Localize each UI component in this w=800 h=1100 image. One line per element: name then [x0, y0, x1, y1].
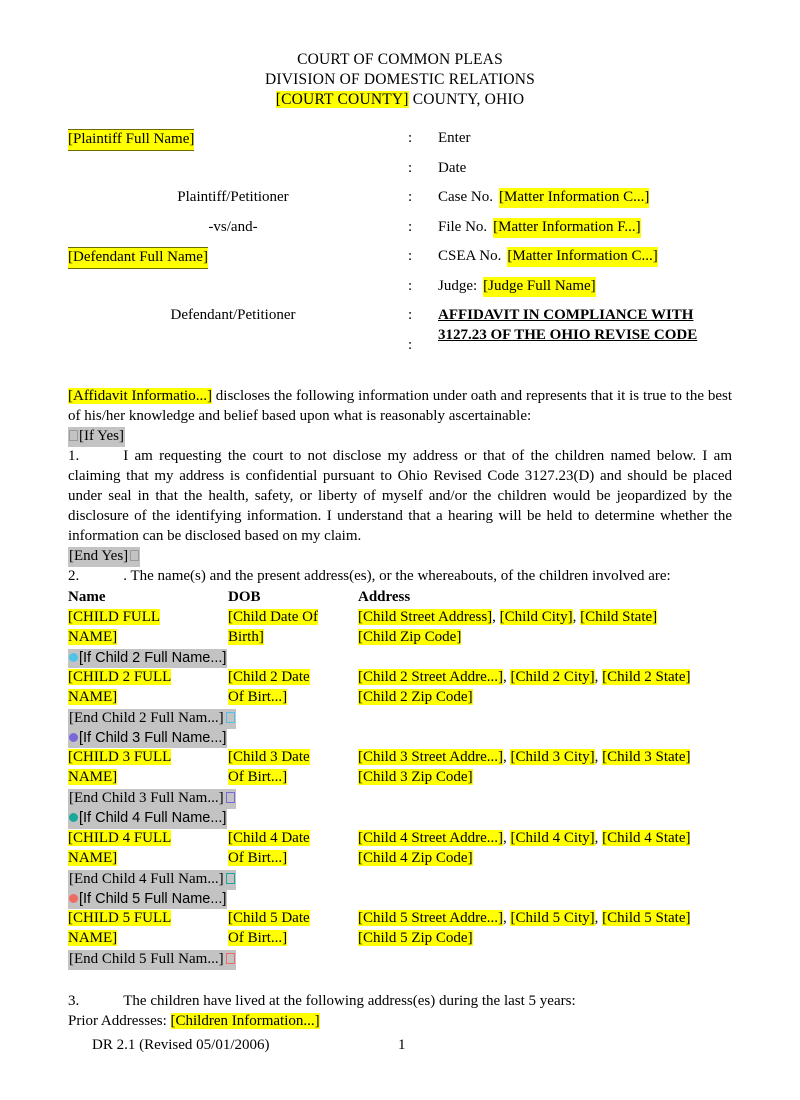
plaintiff-name-field[interactable]: [Plaintiff Full Name] [68, 129, 194, 151]
end-yes-tag[interactable] [68, 547, 140, 567]
table-row [68, 729, 732, 809]
child-5-city-field[interactable]: [Child 5 City] [510, 909, 595, 926]
child-1-name-cell [68, 608, 228, 648]
child-1-city-field[interactable]: [Child City] [499, 608, 573, 625]
if-child-4-label: [If Child 4 Full Name...] [79, 810, 227, 827]
condition-bullet-icon [69, 813, 78, 822]
colon-separator: : [408, 159, 413, 176]
caption-spacer-row [68, 159, 398, 189]
document-body [68, 50, 732, 1056]
item-1-text: I am requesting the court to not disclose my address or that of the children named below. I am claiming that my address is confidential pursuant to Ohio Revised Code 3127.23(D) and should be placed under seal in that the health, safety, or liberty of myself and/or the children would be jeopardized by the disclosure of the identifying information. I understand that a hearing will be held to determine whether the information can be disclosed based on my claim. [68, 448, 732, 545]
csea-number-field[interactable]: [Matter Information C...] [507, 247, 657, 267]
item-2-paragraph [68, 567, 732, 587]
condition-bullet-icon [69, 894, 78, 903]
defendant-row [68, 247, 398, 277]
page-number: 1 [398, 1036, 406, 1053]
child-2-address-cell [358, 668, 732, 708]
file-number-label: File No. [438, 218, 488, 235]
versus-row [68, 218, 398, 248]
sep-space [167, 1013, 171, 1029]
case-number-row [408, 188, 738, 218]
checkbox-icon [69, 430, 78, 441]
child-3-name-field-line1[interactable]: [CHILD 3 FULL [68, 749, 172, 766]
child-1-zip-field[interactable]: [Child Zip Code] [358, 628, 462, 645]
affidavit-intro-text: discloses the following information under oath and represents that it is true to the best of his/her knowledge and belief based upon what is reasonably ascertainable: [68, 388, 732, 425]
children-table [68, 588, 732, 970]
child-3-street-field[interactable]: [Child 3 Street Addre...] [358, 749, 503, 766]
table-row [68, 809, 732, 889]
prior-addresses-row [68, 1012, 732, 1032]
child-2-city-field[interactable]: [Child 2 City] [510, 669, 595, 686]
child-5-name-field-line1[interactable]: [CHILD 5 FULL [68, 909, 172, 926]
end-child-5-label: [End Child 5 Full Nam...] [69, 950, 224, 967]
child-5-dob-cell [228, 909, 358, 949]
document-footer [68, 1036, 732, 1056]
child-1-dob-field-line1[interactable]: [Child Date Of [228, 608, 318, 625]
end-marker-icon [226, 792, 235, 803]
affidavit-title-line-2: 3127.23 OF THE OHIO REVISE CODE [438, 327, 698, 344]
court-name-line: COURT OF COMMON PLEAS [297, 51, 503, 68]
column-header-address: Address [358, 588, 411, 605]
child-3-fields [68, 748, 732, 789]
court-county-field[interactable]: [COURT COUNTY] [275, 90, 409, 108]
end-child-2-tag[interactable] [68, 709, 236, 729]
end-child-2-label: [End Child 2 Full Nam...] [69, 710, 224, 727]
item-3-paragraph [68, 992, 732, 1012]
if-child-2-tag[interactable] [68, 649, 227, 668]
colon-separator: : [408, 277, 413, 294]
condition-bullet-icon [69, 733, 78, 742]
item-3-number: 3. [68, 992, 80, 1009]
child-1-state-field[interactable]: [Child State] [580, 608, 658, 625]
if-child-4-tag[interactable] [68, 809, 227, 828]
child-5-zip-field[interactable]: [Child 5 Zip Code] [358, 929, 473, 946]
end-marker-icon [130, 550, 139, 561]
if-yes-tag-row [68, 427, 732, 447]
caption-parties [68, 129, 398, 336]
end-child-5-tag[interactable] [68, 950, 236, 970]
defendant-name-field[interactable]: [Defendant Full Name] [68, 247, 208, 269]
case-caption [68, 129, 732, 387]
court-county-line [68, 90, 732, 110]
sep-comma: , [502, 829, 507, 846]
table-row [68, 890, 732, 970]
colon-separator: : [408, 218, 413, 235]
item-2-number: 2. [68, 567, 80, 584]
child-4-dob-field-line1[interactable]: [Child 4 Date [228, 829, 310, 846]
judge-label: Judge: [438, 277, 478, 294]
child-1-name-field-line1[interactable]: [CHILD FULL [68, 608, 161, 625]
child-5-fields [68, 909, 732, 950]
case-number-field[interactable]: [Matter Information C...] [499, 188, 649, 208]
enter-label: Enter [438, 130, 471, 147]
caption-spacer-row-2 [68, 277, 398, 307]
child-4-zip-field[interactable]: [Child 4 Zip Code] [358, 849, 473, 866]
child-4-dob-field-line2[interactable]: Of Birt...] [228, 849, 288, 866]
csea-number-row [408, 247, 738, 277]
child-5-state-field[interactable]: [Child 5 State] [602, 909, 691, 926]
child-1-fields [68, 608, 732, 649]
child-2-name-field-line1[interactable]: [CHILD 2 FULL [68, 669, 172, 686]
colon-separator: : [408, 130, 413, 147]
defendant-role-label: Defendant/Petitioner [170, 307, 296, 324]
colon-separator: : [408, 189, 413, 206]
child-2-name-field-line2[interactable]: NAME] [68, 689, 118, 706]
child-2-state-field[interactable]: [Child 2 State] [602, 669, 691, 686]
child-1-dob-cell [228, 608, 358, 648]
file-number-row [408, 218, 738, 248]
child-3-dob-field-line2[interactable]: Of Birt...] [228, 769, 288, 786]
file-number-field[interactable]: [Matter Information F...] [493, 218, 641, 238]
child-3-address-cell [358, 748, 732, 788]
judge-row [408, 277, 738, 307]
child-2-name-cell [68, 668, 228, 708]
defendant-role-row [68, 306, 398, 336]
enter-row [408, 129, 738, 159]
child-2-fields [68, 668, 732, 709]
if-child-5-label: [If Child 5 Full Name...] [79, 890, 227, 907]
sep-comma: , [594, 749, 599, 766]
child-1-dob-field-line2[interactable]: Birth] [228, 628, 264, 645]
colon-separator: : [408, 307, 413, 324]
prior-addresses-field[interactable]: [Children Information...] [170, 1012, 320, 1029]
end-marker-icon [226, 873, 235, 884]
child-5-dob-field-line1[interactable]: [Child 5 Date [228, 909, 310, 926]
plaintiff-role-row [68, 188, 398, 218]
end-yes-label: [End Yes] [69, 547, 129, 564]
children-table-header [68, 588, 732, 608]
child-4-name-cell [68, 829, 228, 869]
sep-comma: , [572, 608, 577, 625]
table-row [68, 649, 732, 729]
child-3-city-field[interactable]: [Child 3 City] [510, 749, 595, 766]
item-1-number: 1. [68, 448, 80, 465]
judge-name-field[interactable]: [Judge Full Name] [483, 277, 595, 297]
colon-separator: : [408, 248, 413, 265]
child-2-street-field[interactable]: [Child 2 Street Addre...] [358, 669, 503, 686]
affiant-name-field[interactable]: [Affidavit Informatio...] [68, 388, 212, 405]
child-2-zip-field[interactable]: [Child 2 Zip Code] [358, 689, 473, 706]
sep-comma: , [502, 749, 507, 766]
item-3-text: The children have lived at the following address(es) during the last 5 years: [123, 992, 576, 1009]
affidavit-title-row [408, 306, 738, 344]
child-3-state-field[interactable]: [Child 3 State] [602, 749, 691, 766]
if-child-5-tag[interactable] [68, 890, 227, 909]
child-2-dob-field-line1[interactable]: [Child 2 Date [228, 669, 310, 686]
child-4-dob-cell [228, 829, 358, 869]
child-5-name-field-line2[interactable]: NAME] [68, 929, 118, 946]
end-child-3-tag[interactable] [68, 789, 236, 809]
sep-comma: , [594, 909, 599, 926]
child-4-state-field[interactable]: [Child 4 State] [602, 829, 691, 846]
versus-label: -vs/and- [208, 218, 258, 235]
child-4-street-field[interactable]: [Child 4 Street Addre...] [358, 829, 503, 846]
affidavit-intro-paragraph [68, 387, 732, 427]
child-5-name-cell [68, 909, 228, 949]
end-child-4-tag[interactable] [68, 870, 236, 890]
child-2-dob-field-line2[interactable]: Of Birt...] [228, 689, 288, 706]
item-1-paragraph [68, 447, 732, 547]
child-1-street-field[interactable]: [Child Street Address] [358, 608, 493, 625]
sep-comma: , [492, 608, 496, 625]
child-3-dob-field-line1[interactable]: [Child 3 Date [228, 749, 310, 766]
end-yes-tag-row [68, 547, 732, 567]
child-3-zip-field[interactable]: [Child 3 Zip Code] [358, 769, 473, 786]
end-child-4-label: [End Child 4 Full Nam...] [69, 870, 224, 887]
plaintiff-role-label: Plaintiff/Petitioner [177, 189, 289, 206]
if-yes-label: [If Yes] [79, 428, 124, 445]
child-5-street-field[interactable]: [Child 5 Street Addre...] [358, 909, 503, 926]
date-row [408, 159, 738, 189]
child-3-name-cell [68, 748, 228, 788]
child-5-address-cell [358, 909, 732, 949]
child-2-dob-cell [228, 668, 358, 708]
column-header-dob: DOB [228, 588, 261, 605]
column-header-name: Name [68, 588, 106, 605]
form-id-label: DR 2.1 (Revised 05/01/2006) [92, 1036, 270, 1053]
prior-addresses-label: Prior Addresses: [68, 1012, 167, 1029]
csea-number-label: CSEA No. [438, 248, 502, 265]
sep-comma: , [594, 829, 599, 846]
case-number-label: Case No. [438, 189, 493, 206]
condition-bullet-icon [69, 653, 78, 662]
court-division-line: DIVISION OF DOMESTIC RELATIONS [265, 70, 535, 88]
child-3-dob-cell [228, 748, 358, 788]
affidavit-title-line-1: AFFIDAVIT IN COMPLIANCE WITH [438, 307, 694, 324]
court-county-suffix: COUNTY, OHIO [408, 90, 525, 108]
sep-comma: , [502, 909, 507, 926]
item-2-text: . The name(s) and the present address(es), or the whereabouts, of the children involved are: [123, 567, 671, 584]
child-4-fields [68, 829, 732, 870]
if-child-3-label: [If Child 3 Full Name...] [79, 730, 227, 747]
child-4-name-field-line2[interactable]: NAME] [68, 849, 118, 866]
child-1-address-cell [358, 608, 732, 648]
end-child-3-label: [End Child 3 Full Nam...] [69, 790, 224, 807]
table-row [68, 608, 732, 649]
child-5-dob-field-line2[interactable]: Of Birt...] [228, 929, 288, 946]
court-header [68, 50, 732, 109]
child-4-city-field[interactable]: [Child 4 City] [510, 829, 595, 846]
if-yes-tag[interactable] [68, 427, 125, 447]
affidavit-title [438, 306, 738, 346]
caption-case-info [408, 129, 738, 362]
child-3-name-field-line2[interactable]: NAME] [68, 769, 118, 786]
if-child-2-label: [If Child 2 Full Name...] [79, 649, 227, 666]
child-1-name-field-line2[interactable]: NAME] [68, 628, 118, 645]
child-4-name-field-line1[interactable]: [CHILD 4 FULL [68, 829, 172, 846]
date-label: Date [438, 159, 467, 176]
end-marker-icon [226, 712, 235, 723]
sep-comma: , [594, 669, 599, 686]
item-3-block [68, 992, 732, 1032]
child-4-address-cell [358, 829, 732, 869]
sep-comma: , [502, 669, 507, 686]
if-child-3-tag[interactable] [68, 729, 227, 748]
colon-separator: : [408, 336, 413, 353]
plaintiff-row [68, 129, 398, 159]
end-marker-icon [226, 953, 235, 964]
